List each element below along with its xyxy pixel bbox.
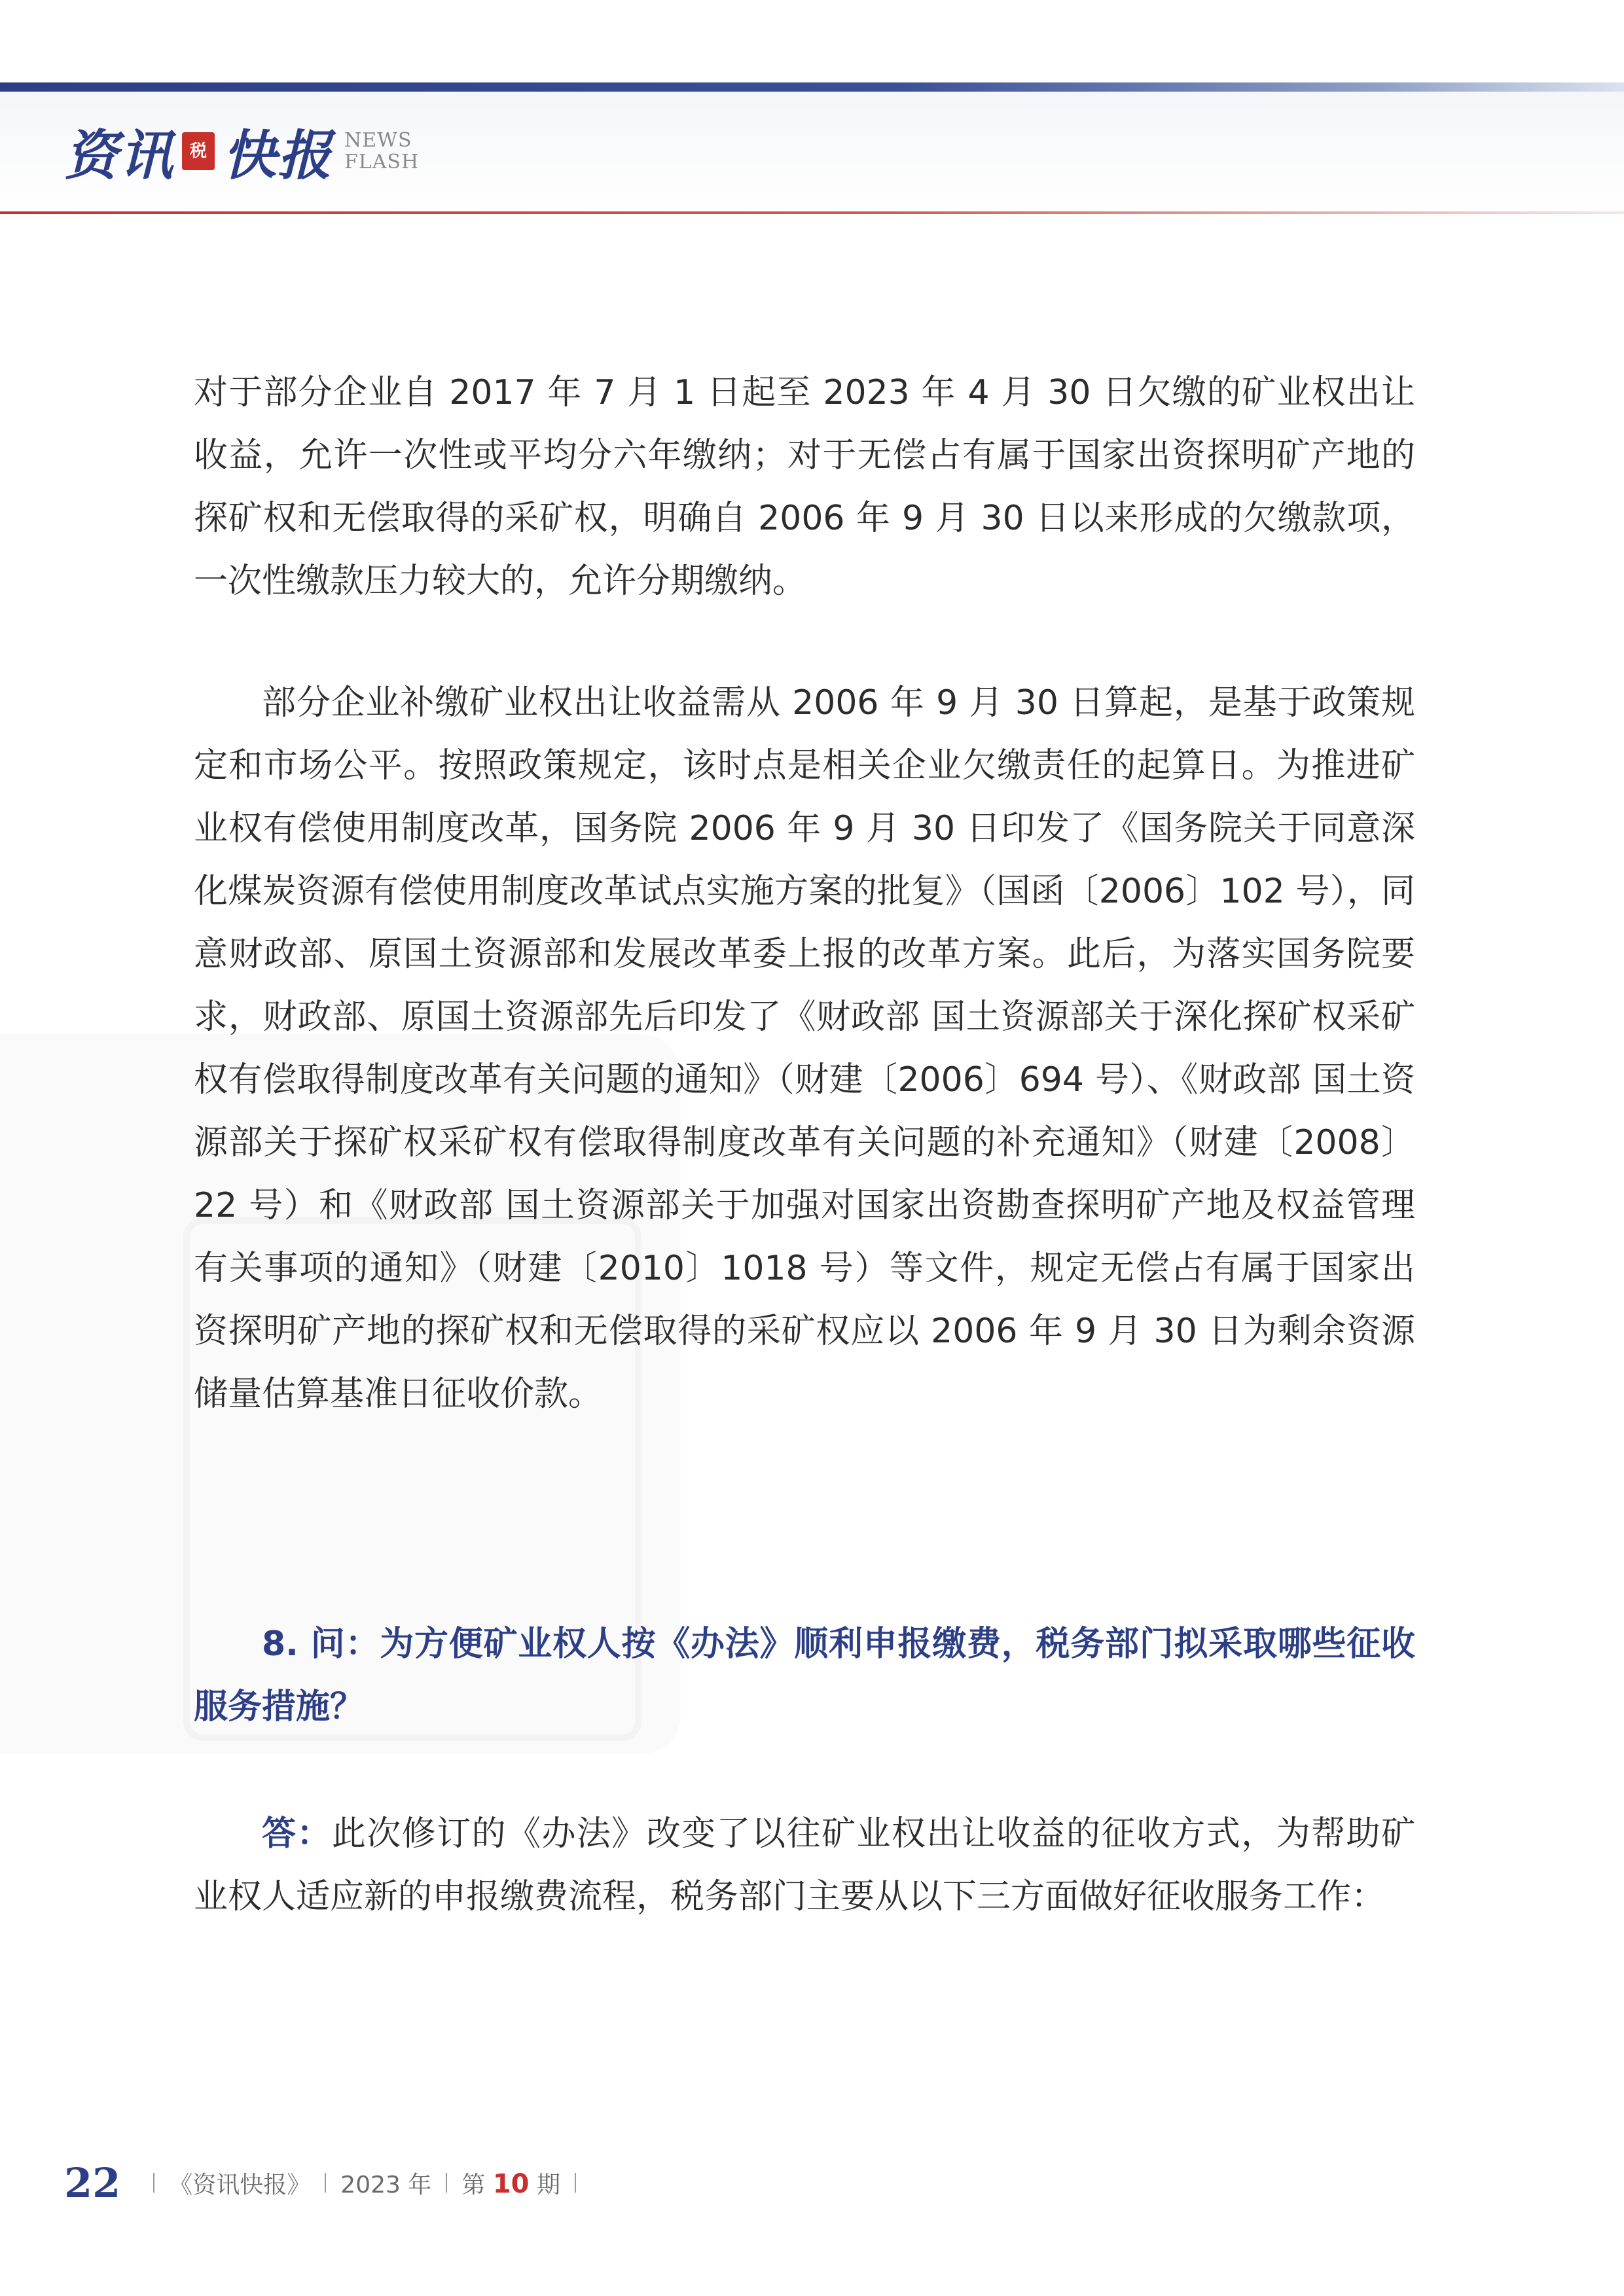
page-number: 22 (64, 2159, 121, 2207)
footer-divider (325, 2173, 326, 2193)
brand-english-line2: FLASH (344, 151, 420, 173)
issue-number: 10 (492, 2168, 530, 2199)
publication-year: 2023 年 (340, 2171, 432, 2198)
question-heading: 8. 问：为方便矿业权人按《办法》顺利申报缴费，税务部门拟采取哪些征收服务措施？ (194, 1624, 1415, 1727)
footer-divider (446, 2173, 447, 2193)
answer-label: 答： (262, 1814, 332, 1854)
footer-divider (575, 2173, 576, 2193)
answer-text: 此次修订的《办法》改变了以往矿业权出让收益的征收方式，为帮助矿业权人适应新的申报缴费流程，税务部门主要从以下三方面做好征收服务工作： (194, 1814, 1415, 1916)
brand-title-left: 资讯 (64, 124, 174, 187)
issue-label (461, 2166, 560, 2200)
seal-icon: 税 (182, 132, 215, 170)
paragraph-1: 对于部分企业自 2017 年 7 月 1 日起至 2023 年 4 月 30 日欠缴的矿业权出让收益，允许一次性或平均分六年缴纳；对于无偿占有属于国家出资探明矿产地的探矿权和无偿取得的采矿权，明确自 2006 年 9 月 30 日以来形成的欠缴款项，一次性缴款压力较大的，允许分期缴纳。 (194, 373, 1415, 601)
brand-english (344, 130, 419, 173)
brand-title-right: 快报 (223, 124, 333, 187)
publication-name: 《资讯快报》 (169, 2171, 311, 2198)
brand-english-line1: NEWS (344, 129, 412, 152)
answer-paragraph (194, 1803, 1415, 1928)
brand-logo (64, 115, 419, 187)
page-footer (64, 2153, 590, 2212)
paragraph-2: 部分企业补缴矿业权出让收益需从 2006 年 9 月 30 日算起，是基于政策规定和市场公平。按照政策规定，该时点是相关企业欠缴责任的起算日。为推进矿业权有偿使用制度改革，国务院 2006 年 9 月 30 日印发了《国务院关于同意深化煤炭资源有偿使用制度改革试点实施方案的批复》（国函〔2006〕102 号），同意财政部、原国土资源部和发展改革委上报的改革方案。此后，为落实国务院要求，财政部、原国土资源部先后印发了《财政部 国土资源部关于深化探矿权采矿权有偿取得制度改革有关问题的通知》（财建〔2006〕694 号）、《财政部 国土资源部关于探矿权采矿权有偿取得制度改革有关问题的补充通知》（财建〔2008〕22 号）和《财政部 国土资源部关于加强对国家出资勘查探明矿产地及权益管理有关事项的通知》（财建〔2010〕1018 号）等文件，规定无偿占有属于国家出资探明矿产地的探矿权和无偿取得的采矿权应以 2006 年 9 月 30 日为剩余资源储量估算基准日征收价款。 (194, 683, 1415, 1414)
issue-prefix: 第 (461, 2171, 486, 2198)
footer-divider (153, 2173, 154, 2193)
header-top-rule (0, 82, 1624, 92)
issue-suffix: 期 (536, 2171, 560, 2198)
header-red-rule (0, 211, 1624, 214)
